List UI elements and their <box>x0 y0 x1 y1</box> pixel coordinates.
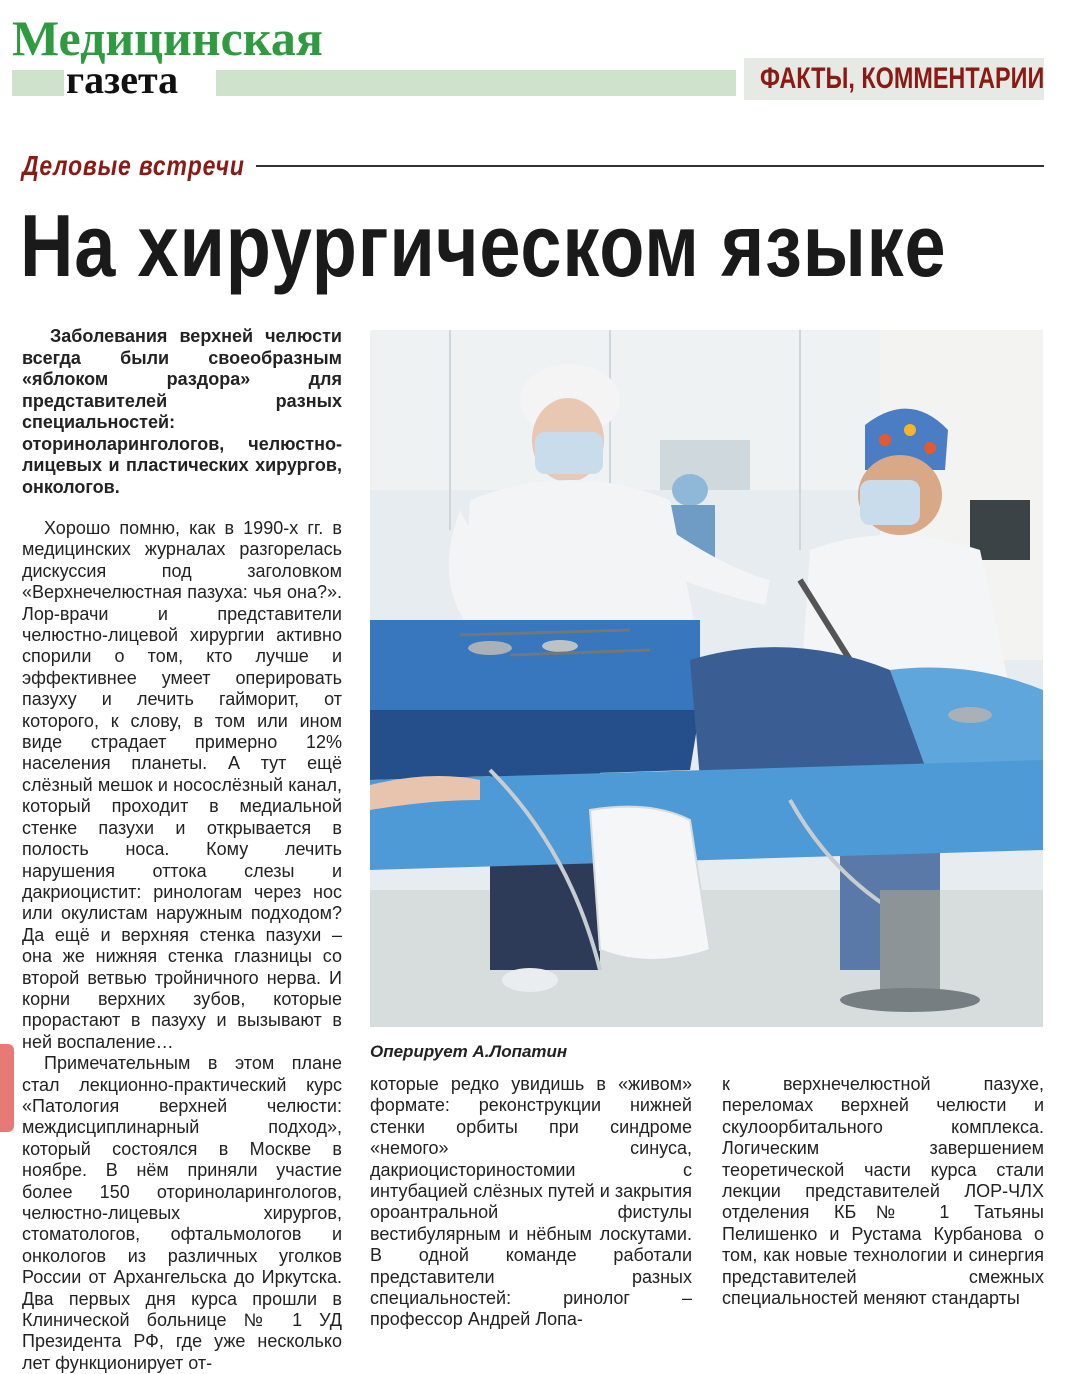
left-column <box>22 326 342 1374</box>
section-label: Деловые встречи <box>22 150 245 181</box>
newspaper-name: Медицинская <box>12 10 323 66</box>
masthead-stripe-left <box>12 70 64 96</box>
article-lead: Заболевания верхней челюсти всегда были своеобразным «яблоком раздора» для представителей разных специальностей: оториноларингологов, челюстно-лицевых и пластических хирургов, онкологов. <box>22 326 342 497</box>
masthead <box>0 0 1083 110</box>
page-edge-marker <box>0 1044 14 1132</box>
surgery-photo <box>370 330 1043 1027</box>
rubric-label: ФАКТЫ, КОММЕНТАРИИ <box>760 62 1045 95</box>
body-paragraph-1: Хорошо помню, как в 1990-х гг. в медицинских журналах разгорелась дискуссия под заголовком «Верхнечелюстная пазуха: чья она?». Лор-врачи и представители челюстно-лицевой хирургии активно спорили о том, кто лучше и эффективнее умеет оперировать пазуху и лечить гайморит, от которого, к слову, в том или ином виде страдает примерно 12% населения планеты. А тут ещё слёзный мешок и носослёзный канал, который проходит в медиальной стенке пазухи и открывается в полость носа. Кому лечить нарушения оттока слезы и дакриоцистит: ринологам через нос или окулистам наружным подходом? Да ещё и верхняя стенка пазухи – она же нижняя стенка глазницы со второй ветвью тройничного нерва. И корни верхних зубов, которые прорастают в пазуху и вызывают в ней воспаление… <box>22 518 342 1052</box>
body-paragraph-2: Примечательным в этом плане стал лекционно-практический курс «Патология верхней челюсти: междисциплинарный подход», который состоялся в Москве в ноябре. В нём приняли участие более 150 оториноларингологов, челюстно-лицевых хирургов, стоматологов, офтальмологов и онкологов из различных уголков России от Архангельска до Иркутска. Два первых дня курса прошли в Клинической больнице № 1 УД Президента РФ, где уже несколько лет функционирует от- <box>22 1053 342 1373</box>
masthead-stripe <box>216 70 736 96</box>
photo-caption: Оперирует А.Лопатин <box>370 1042 568 1061</box>
article-headline: На хирургическом языке <box>20 196 947 295</box>
operating-room-illustration <box>370 330 1043 1027</box>
section-rule <box>256 165 1044 167</box>
right-column-text: к верхнечелюстной пазухе, переломах верхней челюсти и скулоорбитального комплекса. Логическим завершением теоретической части курса стали лекции представителей ЛОР-ЧЛХ отделения КБ№ 1 Татьяны Пелишенко и Рустама Курбанова о том, как новые технологии и синергия представителей смежных специальностей меняют стандарты <box>722 1074 1044 1309</box>
right-column <box>722 1074 1044 1309</box>
newspaper-subtitle: газета <box>66 57 179 102</box>
middle-column-text: которые редко увидишь в «живом» формате: реконструкции нижней стенки орбиты при синдроме «немого» синуса, дакриоцисториностомии с интубацией слёзных путей и закрытия ороантральной фистулы вестибулярным и нёбным лоскутами. В одной команде работали представители разных специальностей: ринолог – профессор Андрей Лопа- <box>370 1074 692 1330</box>
middle-column <box>370 1074 692 1331</box>
